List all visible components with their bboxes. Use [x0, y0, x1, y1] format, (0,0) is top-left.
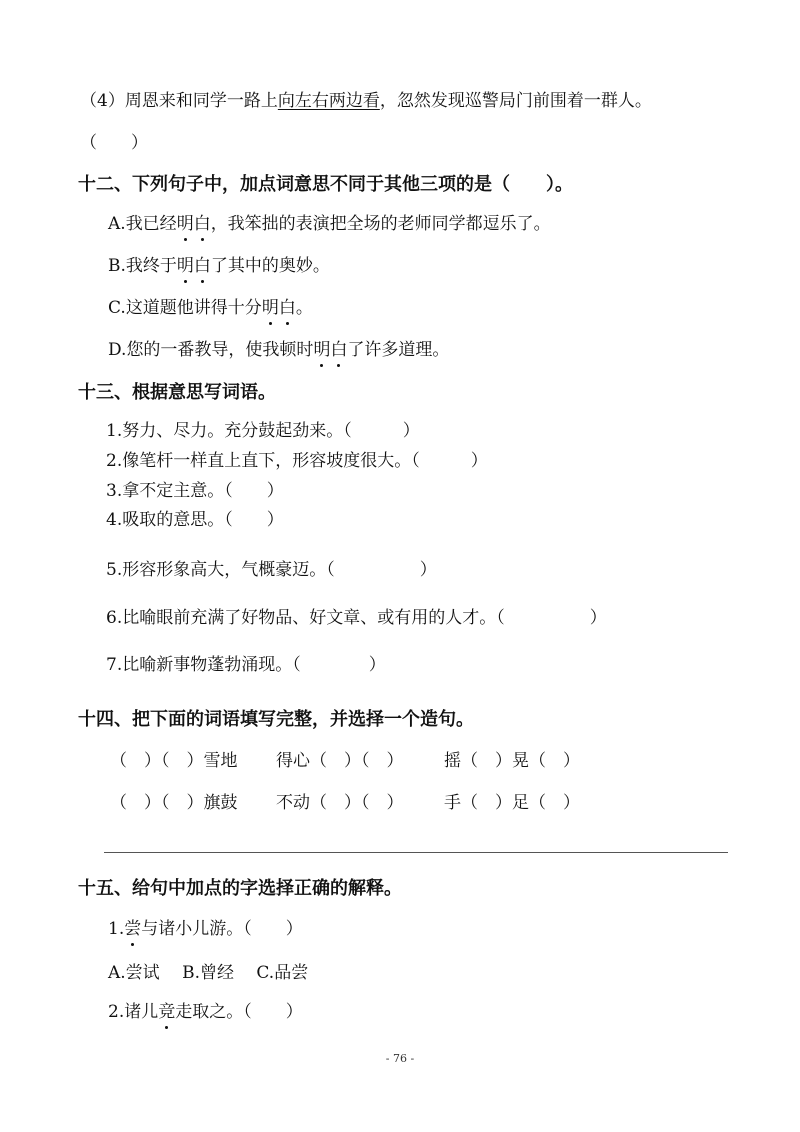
q13-item-6 [106, 607, 607, 629]
page-number: - 76 - [385, 1052, 415, 1065]
q12-option-a [108, 213, 551, 235]
q12-option-d [108, 339, 449, 361]
answer-blank[interactable]: （ ） [411, 451, 488, 471]
q13-item-1 [106, 420, 420, 442]
q12-option-b [108, 255, 330, 277]
item-text: 6.比喻眼前充满了好物品、好文章、或有用的人才。 [106, 608, 497, 628]
q11-item4-num: （4） [80, 91, 125, 111]
dotted-char: 明 [176, 256, 194, 276]
dotted-char: 明 [176, 214, 194, 234]
item-pre: 诸儿 [124, 1002, 159, 1022]
q15-item-2 [108, 1001, 303, 1023]
q13-title: 十三、根据意思写词语。 [78, 382, 276, 403]
option-post: ，我笨拙的表演把全场的老师同学都逗乐了。 [210, 214, 551, 234]
option-post: 了其中的奥妙。 [210, 256, 330, 276]
q12-title: 十二、下列句子中，加点词意思不同于其他三项的是（ ）。 [78, 174, 573, 195]
dotted-char: 白 [193, 214, 211, 234]
answer-blank[interactable]: （ ） [224, 510, 284, 530]
q15-item-1-options: A.尝试 B.曾经 C.品尝 [108, 963, 309, 983]
option-pre: 我终于 [125, 256, 177, 276]
dotted-char: 明 [313, 340, 331, 360]
item-text: 4.吸取的意思。 [106, 510, 225, 530]
answer-blank[interactable]: （ ） [243, 1002, 303, 1022]
dotted-char: 白 [330, 340, 348, 360]
q14-row1-w2[interactable]: 得心（ ）（ ） [276, 751, 404, 771]
q14-row1-w1[interactable]: （ ）（ ）雪地 [110, 751, 238, 771]
sentence-writing-line[interactable] [104, 852, 728, 853]
dotted-char: 白 [193, 256, 211, 276]
answer-blank[interactable]: （ ） [343, 421, 420, 441]
option-post: 了许多道理。 [347, 340, 450, 360]
answer-blank[interactable]: （ ） [496, 608, 607, 628]
option-pre: 我已经 [125, 214, 177, 234]
option-label: A. [108, 214, 126, 234]
q11-item4-underlined: 向左右两边看 [277, 91, 380, 111]
item-text: 3.拿不定主意。 [106, 481, 225, 501]
answer-blank[interactable]: （ ） [326, 560, 437, 580]
q11-item4 [80, 90, 652, 112]
item-text: 7.比喻新事物蓬勃涌现。 [106, 655, 293, 675]
q15-title: 十五、给句中加点的字选择正确的解释。 [78, 878, 402, 899]
q14-row1-w3[interactable]: 摇（ ）晃（ ） [444, 751, 580, 771]
q11-item4-pre: 周恩来和同学一路上 [124, 91, 278, 111]
item-text: 5.形容形象高大，气概豪迈。 [106, 560, 327, 580]
item-num: 2. [108, 1002, 125, 1022]
q13-item-2 [106, 450, 488, 472]
answer-blank[interactable]: （ ） [224, 481, 284, 501]
q15-item-1 [108, 918, 303, 940]
item-num: 1. [108, 919, 125, 939]
option-post: 。 [295, 298, 313, 318]
dotted-char: 明 [261, 298, 279, 318]
answer-blank[interactable]: （ ） [243, 919, 303, 939]
dotted-char: 白 [278, 298, 296, 318]
option-pre: 这道题他讲得十分 [125, 298, 262, 318]
q12-option-c [108, 297, 313, 319]
item-text: 1.努力、尽力。充分鼓起劲来。 [106, 421, 344, 441]
q14-title: 十四、把下面的词语填写完整，并选择一个造句。 [78, 709, 474, 730]
q14-row2-w2[interactable]: 不动（ ）（ ） [276, 793, 404, 813]
answer-blank[interactable]: （ ） [292, 655, 386, 675]
option-label: D. [108, 340, 127, 360]
q11-item4-post: ，忽然发现巡警局门前围着一群人。 [379, 91, 652, 111]
q14-row2-w3[interactable]: 手（ ）足（ ） [444, 793, 580, 813]
item-text: 2.像笔杆一样直上直下，形容坡度很大。 [106, 451, 412, 471]
option-label: C. [108, 298, 126, 318]
q13-item-7 [106, 654, 386, 676]
q13-item-4 [106, 509, 284, 531]
item-text: 走取之。 [175, 1002, 244, 1022]
dotted-char: 竞 [158, 1002, 176, 1022]
q13-item-5 [106, 559, 437, 581]
q14-row2-w1[interactable]: （ ）（ ）旗鼓 [110, 793, 238, 813]
q13-item-3 [106, 480, 284, 502]
q11-item4-answer[interactable]: （ ） [80, 133, 148, 153]
option-label: B. [108, 256, 126, 276]
option-pre: 您的一番教导，使我顿时 [126, 340, 314, 360]
dotted-char: 尝 [124, 919, 142, 939]
item-text: 与诸小儿游。 [141, 919, 244, 939]
